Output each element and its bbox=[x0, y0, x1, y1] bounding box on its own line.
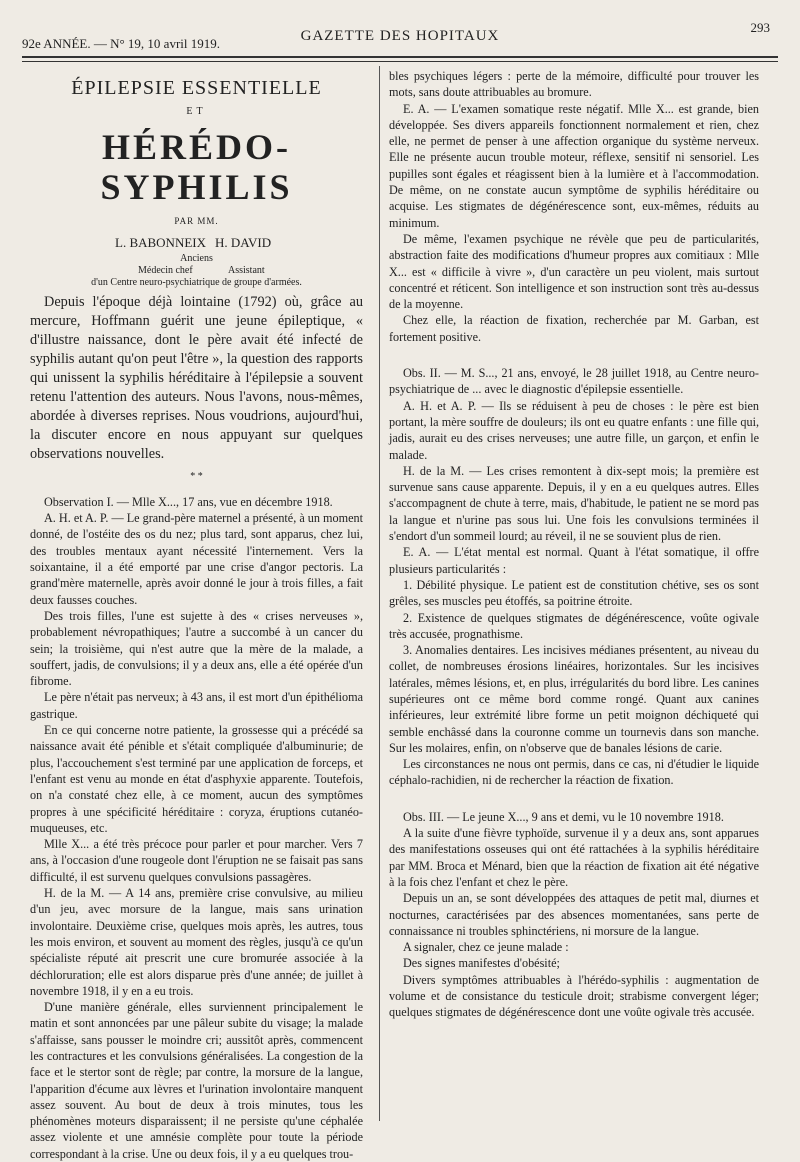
column-separator bbox=[379, 66, 380, 1121]
paragraph: H. de la M. — A 14 ans, première crise convulsive, au milieu d'un jeu, avec morsure de la langue, mais sans urination involontaire. Deuxième crise, quelques mois après, les autres, tous les mois environ, et souvent au moment des règles, jusqu'à ce qu'un spécialiste réputé ait prescrit une cure bromurée associée à la déchloruration; elle est alors disparue près d'une année; de juillet à novembre 1918, il y en a eu trois. bbox=[30, 886, 363, 998]
right-column bbox=[389, 68, 759, 1021]
role-assistant: Assistant bbox=[228, 264, 265, 276]
paragraph: A signaler, chez ce jeune malade : bbox=[403, 940, 569, 955]
article-title-line2: HÉRÉDO-SYPHILIS bbox=[100, 126, 293, 207]
paragraph: De même, l'examen psychique ne révèle que peu de particularités, abstraction faite des modifications d'humeur propres aux comitiaux : Mlle X... est « difficile à vivre », d'un caractère un peu violent, mais surtout concentré et réticent. Son intelligence et son instruction sont très au-dessus de la moyenne. bbox=[389, 231, 759, 312]
paragraph: Mlle X... a été très précoce pour parler et pour marcher. Vers 7 ans, à l'occasion d'une rougeole dont l'éruption ne se faisait pas sans difficulté, il est survenu quelques convulsions passagères. bbox=[30, 837, 363, 884]
intro-paragraph: Depuis l'époque déjà lointaine (1792) où, grâce au mercure, Hoffmann guérit une jeune épileptique, « d'illustre naissance, dont le père avait été infecté de syphilis autant qu'on peut l'être », la question des rapports qui unissent la syphilis héréditaire à l'épilepsie a souvent retenu l'attention des auteurs. Nous l'avons, nous-mêmes, abordée à diverses reprises. Nous voudrions, aujourd'hui, la discuter encore en nous appuyant sur quelques observations nouvelles. bbox=[30, 293, 363, 462]
paragraph: Depuis un an, se sont développées des attaques de petit mal, diurnes et nocturnes, caractérisées par des absences momentanées, sans perte de connaissance ni troubles sphinctériens, ni morsure de la langue. bbox=[389, 891, 759, 938]
author-roles bbox=[30, 253, 363, 293]
author-david: H. DAVID bbox=[215, 234, 272, 250]
journal-title: GAZETTE DES HOPITAUX bbox=[300, 28, 500, 44]
section-stars: * * bbox=[190, 470, 203, 482]
byline-par: PAR MM. bbox=[174, 215, 219, 226]
observation-heading: Obs. II. — M. S..., 21 ans, envoyé, le 28 juillet 1918, au Centre neuro-psychiatrique de ... avec le diagnostic d'épilepsie essentielle. bbox=[389, 366, 759, 397]
paragraph: 2. Existence de quelques stigmates de dégénérescence, voûte ogivale très accusée, prognathisme. bbox=[389, 610, 759, 641]
paragraph: Des trois filles, l'une est sujette à des « crises nerveuses », probablement névropathiques; l'autre a succombé à un cancer du sein; la troisième, qui n'est autre que la mère de la malade, a souffert, jadis, de convulsions; il y a deux ans, elle a été opérée d'un fibrome. bbox=[30, 608, 363, 689]
paragraph: 1. Débilité physique. Le patient est de constitution chétive, ses os sont grêles, ses muscles peu étoffés, sa poitrine étroite. bbox=[389, 577, 759, 609]
paragraph: E. A. — L'examen somatique reste négatif. Mlle X... est grande, bien développée. Ses divers appareils fonctionnent normalement et rien, chez elle, ne permet de penser à une affection organique du système nerveux. Elle ne présente aucun trouble moteur, réflexe, sensitif ni sensoriel. Les pupilles sont égales et réagissent bien à la lumière et à l'accommodation. De même, on ne constate aucun symptôme de syphilis héréditaire ou acquise. Les stigmates de dégénérescence sont, eux-mêmes, réduits au minimum. bbox=[389, 101, 759, 230]
role-anciens: Anciens bbox=[180, 252, 213, 264]
page-number: 293 bbox=[750, 20, 770, 35]
paragraph: 3. Anomalies dentaires. Les incisives médianes présentent, au niveau du collet, de nombreuses érosions linéaires, horizontales. Sur les incisives latérales, mêmes lésions, et, en plus, irrégularités du bord libre. Les canines supérieures ont ce même bord comme rongé. Quant aux canines inférieures, leur extrémité libre forme un petit moignon déchiqueté qui semble enchâssé dans la couronne comme un tournevis dans son manche. Sur les molaires, enfin, on n'observe que de banales lésions de carie. bbox=[389, 643, 759, 755]
author-babonneix: L. BABONNEIX bbox=[115, 234, 206, 250]
paragraph: Observation I. — Mlle X..., 17 ans, vue en décembre 1918. bbox=[44, 494, 333, 509]
paragraph: Les circonstances ne nous ont permis, dans ce cas, ni d'étudier le liquide céphalo-rachidien, ni de rechercher la réaction de fixation. bbox=[389, 757, 759, 788]
article-title-line1: ÉPILEPSIE ESSENTIELLE bbox=[71, 77, 322, 99]
paragraph: Des signes manifestes d'obésité; bbox=[403, 956, 560, 971]
paragraph: A la suite d'une fièvre typhoïde, survenue il y a deux ans, sont apparues des manifestations osseuses qui ont été rattachées à la syphilis héréditaire par MM. Broca et Ménard, bien que la réaction de fixation ait été négative à la fois chez l'enfant et chez le père. bbox=[389, 826, 759, 889]
paragraph: Le père n'était pas nerveux; à 43 ans, il est mort d'un épithélioma gastrique. bbox=[30, 690, 363, 721]
paragraph: A. H. et A. P. — Ils se réduisent à peu de choses : le père est bien portant, la mère souffre de douleurs; ils ont eu quatre enfants : une fille qui, jadis, aurait eu des crises nerveuses; une autre fille, un garçon, et enfin le malade. bbox=[389, 398, 759, 462]
paragraph: D'une manière générale, elles surviennent principalement le matin et sont annoncées par une pâleur subite du visage; la malade s'affaisse, sans pousser le moindre cri; aussitôt après, commencent les contractures et les convulsions généralisées. La congestion de la face et le stertor sont de règle; par contre, la morsure de la langue, l'apparition d'écume aux lèvres et l'urination involontaire manquent assez souvent. Au bout de deux à trois minutes, tous les phénomènes moteurs disparaissent; il ne persiste qu'une céphalée assez violente et une amnésie complète pour toute la période correspondant à la crise. Une ou deux fois, il y a eu quelques trou- bbox=[30, 1000, 363, 1161]
observation-heading: Obs. III. — Le jeune X..., 9 ans et demi, vu le 10 novembre 1918. bbox=[403, 809, 724, 824]
role-medecin-chef: Médecin chef bbox=[138, 264, 193, 276]
role-centre: d'un Centre neuro-psychiatrique de groupe d'armées. bbox=[91, 276, 302, 288]
header-rule-thin bbox=[22, 61, 778, 62]
paragraph: Chez elle, la réaction de fixation, recherchée par M. Garban, est fortement positive. bbox=[389, 313, 759, 344]
issue-line: 92e ANNÉE. — N° 19, 10 avril 1919. bbox=[22, 36, 221, 51]
paragraph: H. de la M. — Les crises remontent à dix-sept mois; la première est survenue sans cause apparente. Depuis, il y en a eu quelques autres. Elles s'accompagnent de chute à terre, mais, d'habitude, le patient ne se mord pas la langue et n'urine pas sous lui. Une fois les convulsions terminées il s'endort d'un sommeil lourd; au réveil, il ne se souvient plus de rien. bbox=[389, 463, 759, 544]
article-title-et: ET bbox=[186, 106, 207, 118]
authors bbox=[30, 235, 363, 253]
paragraph: Divers symptômes attribuables à l'hérédo-syphilis : augmentation de volume et de consistance du testicule droit; strabisme convergent léger; quelques stigmates de dégénérescence dont une voûte ogivale très accusée. bbox=[389, 972, 759, 1020]
paragraph: bles psychiques légers : perte de la mémoire, difficulté pour trouver les mots, sans doute attribuables au bromure. bbox=[389, 69, 759, 100]
paragraph: A. H. et A. P. — Le grand-père maternel a présenté, à un moment donné, de l'ostéite des os du nez; plus tard, sont apparus, chez lui, des troubles mentaux ayant nécessité l'internement. Vers la soixantaine, il a été emporté par une crise d'angor pectoris. La grand'mère maternelle, après avoir donné le jour à trois filles, a fait deux fausses couches. bbox=[30, 511, 363, 607]
paragraph: En ce qui concerne notre patiente, la grossesse qui a précédé sa naissance avait été pénible et s'était compliquée d'albuminurie; de plus, l'accouchement s'est terminé par une application de forceps, et l'enfant est venu au monde en état d'asphyxie apparente. Toutefois, on n'a constaté chez elle, à ce moment, aucun des symptômes propres à une spécificité héréditaire : coryza, éruptions cutanéo-muqueuses, etc. bbox=[30, 723, 363, 835]
header-rule bbox=[22, 56, 778, 58]
paragraph: E. A. — L'état mental est normal. Quant à l'état somatique, il offre plusieurs particularités : bbox=[389, 545, 759, 576]
left-column bbox=[30, 68, 363, 1162]
page-header bbox=[22, 20, 778, 60]
